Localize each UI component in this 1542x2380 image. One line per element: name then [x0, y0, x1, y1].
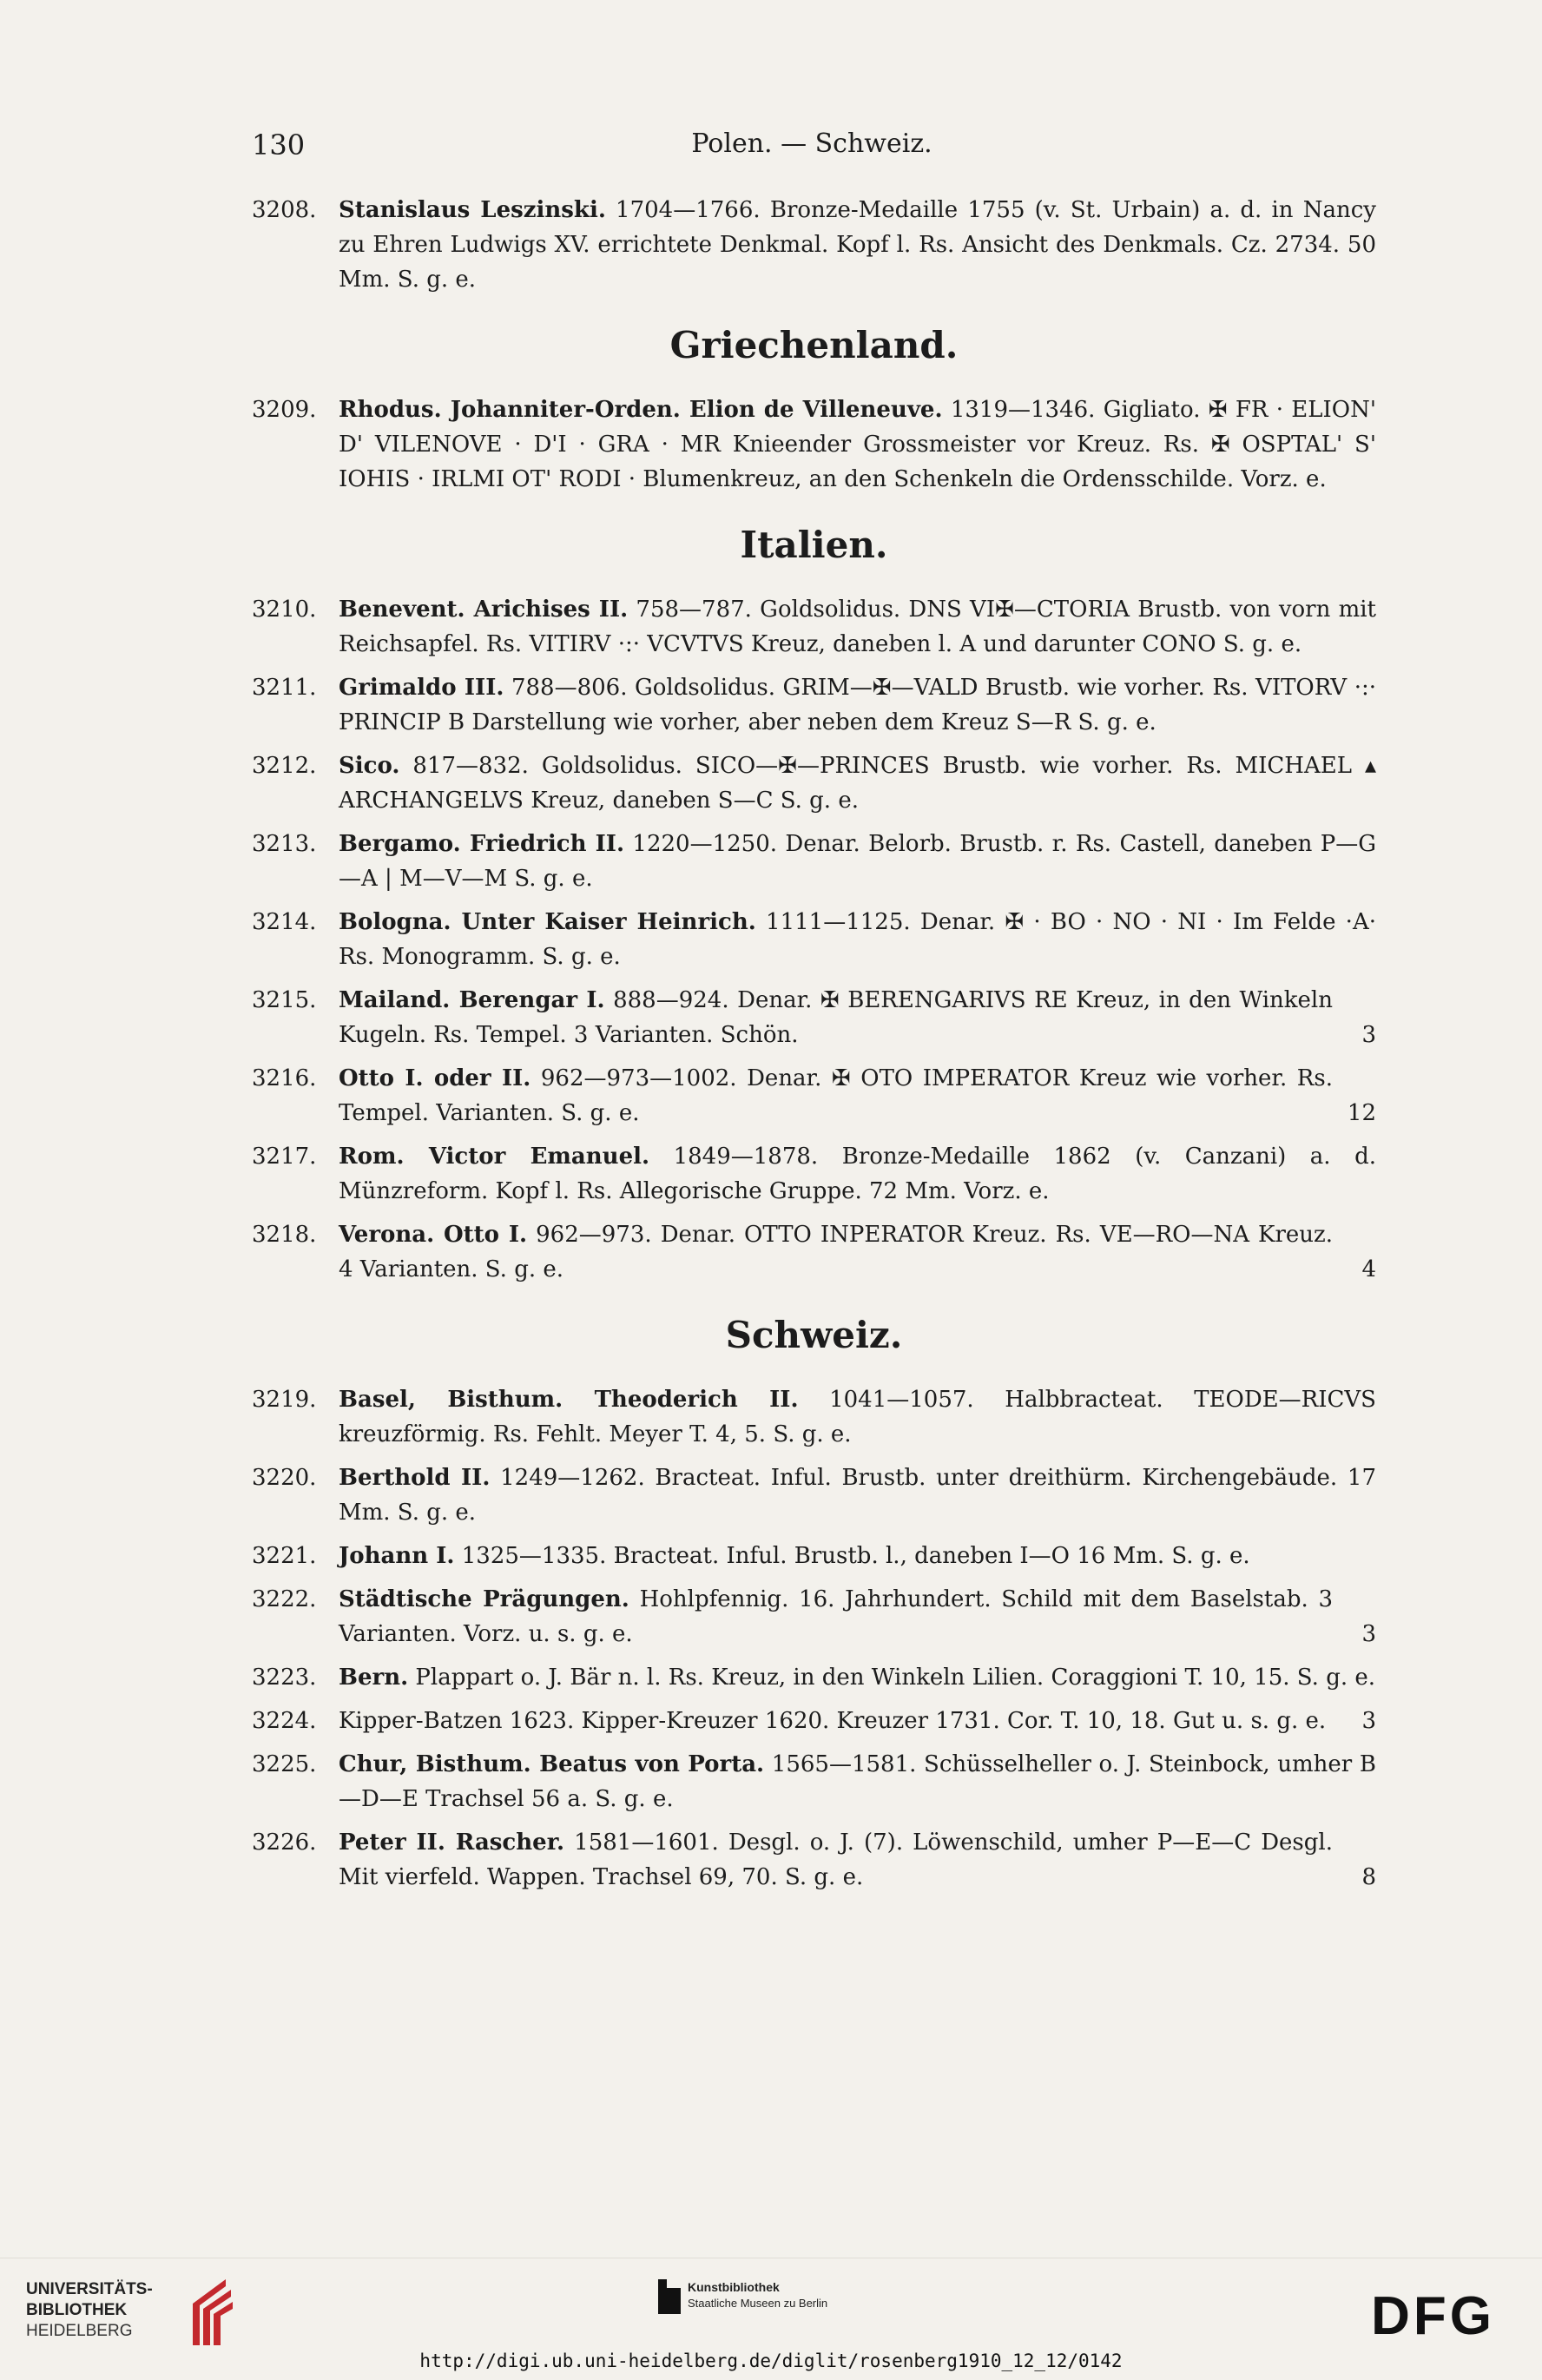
entry-title: Chur, Bisthum. Beatus von Porta.	[339, 1751, 765, 1777]
entry-number: 3221.	[252, 1543, 317, 1569]
entry-description: 1249—1262. Bracteat. Inful. Brustb. unter dreithürm. Kirchengebäude. 17 Mm. S. g. e.	[339, 1465, 1376, 1526]
entry-description: 962—973—1002. Denar. ✠ OTO IMPERATOR Kreuz wie vorher. Rs. Tempel. Varianten. S. g. e.	[339, 1065, 1333, 1126]
catalog-entry	[252, 193, 1376, 297]
entry-title: Johann I.	[339, 1543, 455, 1569]
entry-title: Rhodus. Johanniter-Orden. Elion de Villeneuve.	[339, 397, 943, 423]
entry-body	[339, 1582, 1376, 1651]
entry-title: Bern.	[339, 1665, 409, 1691]
kb-line-2: Staatliche Museen zu Berlin	[688, 2297, 828, 2310]
entry-description: 962—973. Denar. OTTO INPERATOR Kreuz. Rs. VE—RO—NA Kreuz. 4 Varianten. S. g. e.	[339, 1222, 1334, 1282]
entry-number: 3226.	[252, 1830, 317, 1856]
entry-body	[339, 983, 1376, 1052]
kb-line-1: Kunstbibliothek	[688, 2280, 780, 2294]
entry-number: 3208.	[252, 197, 317, 223]
catalog-entry	[252, 392, 1376, 497]
entry-number: 3218.	[252, 1222, 317, 1248]
entry-title: Sico.	[339, 753, 400, 779]
entry-body	[339, 905, 1376, 974]
entry-title: Bologna. Unter Kaiser Heinrich.	[339, 909, 756, 935]
dfg-logo[interactable]: DFG	[1371, 2286, 1495, 2346]
entry-number: 3220.	[252, 1465, 317, 1491]
entry-title: Mailand. Berengar I.	[339, 987, 605, 1013]
catalog-entry	[252, 1539, 1376, 1573]
footer-bar	[0, 2258, 1542, 2380]
entry-number: 3213.	[252, 831, 317, 857]
catalog-entry	[252, 1061, 1376, 1131]
entry-body	[339, 1382, 1376, 1452]
entry-description: 758—787. Goldsolidus. DNS VI✠—CTORIA Brustb. von vorn mit Reichsapfel. Rs. VITIRV ·:· VCVTVS Kreuz, daneben l. A und darunter CONO S. g. e.	[339, 597, 1377, 657]
entry-body	[339, 1139, 1376, 1209]
kunstbibliothek-logo-icon	[656, 2278, 682, 2316]
entry-title: Benevent. Arichises II.	[339, 597, 629, 623]
uni-logo-line-2: BIBLIOTHEK	[26, 2301, 128, 2319]
entry-body	[339, 827, 1376, 896]
permalink-url[interactable]: http://digi.ub.uni-heidelberg.de/diglit/rosenberg1910_12_12/0142	[419, 2350, 1123, 2371]
entry-body	[339, 1539, 1376, 1573]
catalog-entry	[252, 1704, 1376, 1738]
entry-title: Basel, Bisthum. Theoderich II.	[339, 1387, 799, 1413]
entry-description: Kipper-Batzen 1623. Kipper-Kreuzer 1620. Kreuzer 1731. Cor. T. 10, 18. Gut u. s. g. e.	[339, 1708, 1327, 1734]
entry-description: 1581—1601. Desgl. o. J. (7). Löwenschild, umher P—E—C Desgl. Mit vierfeld. Wappen. Trachsel 69, 70. S. g. e.	[339, 1830, 1334, 1890]
entry-body	[339, 1061, 1376, 1131]
entry-body	[339, 1704, 1376, 1738]
entry-title: Verona. Otto I.	[339, 1222, 528, 1248]
section-heading: Griechenland.	[669, 324, 959, 366]
entry-price: 8	[1361, 1864, 1376, 1890]
entry-number: 3210.	[252, 597, 317, 623]
catalog-entry	[252, 1825, 1376, 1895]
entry-body	[339, 193, 1376, 297]
catalog-entry	[252, 827, 1376, 896]
entry-price: 3	[1361, 1708, 1376, 1734]
entry-title: Peter II. Rascher.	[339, 1830, 565, 1856]
catalog-entry	[252, 1460, 1376, 1530]
entry-description: Plappart o. J. Bär n. l. Rs. Kreuz, in den Winkeln Lilien. Coraggioni T. 10, 15. S. g. e.	[408, 1665, 1376, 1691]
entry-description: 1704—1766. Bronze-Medaille 1755 (v. St. Urbain) a. d. in Nancy zu Ehren Ludwigs XV. errichtete Denkmal. Kopf l. Rs. Ansicht des Denkmals. Cz. 2734. 50 Mm. S. g. e.	[339, 197, 1376, 293]
entry-body	[339, 392, 1376, 497]
catalog-entry	[252, 1660, 1376, 1695]
entry-description: 1111—1125. Denar. ✠ · BO · NO · NI · Im Felde ·A· Rs. Monogramm. S. g. e.	[339, 909, 1376, 970]
entry-number: 3224.	[252, 1708, 317, 1734]
entry-price: 3	[1361, 1621, 1376, 1647]
uni-logo-line-3: HEIDELBERG	[26, 2322, 133, 2340]
entry-description: 1041—1057. Halbbracteat. TEODE—RICVS kreuzförmig. Rs. Fehlt. Meyer T. 4, 5. S. g. e.	[339, 1387, 1376, 1447]
entry-description: 1325—1335. Bracteat. Inful. Brustb. l., daneben I—O 16 Mm. S. g. e.	[454, 1543, 1250, 1569]
entry-body	[339, 1825, 1376, 1895]
library-book-icon	[184, 2278, 234, 2347]
heidelberg-library-logo[interactable]	[26, 2278, 243, 2356]
entry-number: 3217.	[252, 1144, 317, 1170]
entry-number: 3209.	[252, 397, 317, 423]
catalog-entry	[252, 592, 1376, 662]
entry-description: 817—832. Goldsolidus. SICO—✠—PRINCES Brustb. wie vorher. Rs. MICHAEL ▴ ARCHANGELVS Kreuz, daneben S—C S. g. e.	[339, 753, 1376, 814]
catalog-content	[252, 193, 1376, 1903]
running-title: Polen. — Schweiz.	[691, 129, 932, 159]
entry-number: 3211.	[252, 675, 317, 701]
entry-number: 3223.	[252, 1665, 317, 1691]
entry-price: 12	[1347, 1100, 1376, 1126]
catalog-entry	[252, 670, 1376, 740]
entry-number: 3215.	[252, 987, 317, 1013]
entry-title: Grimaldo III.	[339, 675, 504, 701]
entry-title: Otto I. oder II.	[339, 1065, 531, 1091]
section-heading: Italien.	[740, 524, 888, 566]
page-header	[252, 129, 1372, 163]
entry-title: Bergamo. Friedrich II.	[339, 831, 625, 857]
catalog-entry	[252, 1217, 1376, 1287]
entry-title: Berthold II.	[339, 1465, 491, 1491]
entry-title: Städtische Prägungen.	[339, 1586, 629, 1612]
entry-price: 4	[1361, 1256, 1376, 1282]
entry-body	[339, 592, 1376, 662]
entry-description: 788—806. Goldsolidus. GRIM—✠—VALD Brustb. wie vorher. Rs. VITORV ·:· PRINCIP B Darstellung wie vorher, aber neben dem Kreuz S—R S. g. e.	[339, 675, 1376, 735]
catalog-entry	[252, 1139, 1376, 1209]
uni-logo-line-1: UNIVERSITÄTS-	[26, 2280, 153, 2298]
entry-number: 3214.	[252, 909, 317, 935]
catalog-entry	[252, 1747, 1376, 1816]
entry-number: 3216.	[252, 1065, 317, 1091]
entry-number: 3212.	[252, 753, 317, 779]
entry-description: 1319—1346. Gigliato. ✠ FR · ELION' D' VILENOVE · D'I · GRA · MR Knieender Grossmeister vor Kreuz. Rs. ✠ OSPTAL' S' IOHIS · IRLMI OT' RODI · Blumenkreuz, an den Schenkeln die Ordensschilde. Vorz. e.	[339, 397, 1376, 492]
section-heading: Schweiz.	[725, 1314, 903, 1356]
entry-description: 1220—1250. Denar. Belorb. Brustb. r. Rs. Castell, daneben P—G—A | M—V—M S. g. e.	[339, 831, 1376, 892]
entry-number: 3225.	[252, 1751, 317, 1777]
entry-number: 3219.	[252, 1387, 317, 1413]
entry-title: Stanislaus Leszinski.	[339, 197, 606, 223]
kunstbibliothek-logo-text	[688, 2279, 827, 2311]
entry-body	[339, 1660, 1376, 1695]
catalog-entry	[252, 1382, 1376, 1452]
entry-description: 1565—1581. Schüsselheller o. J. Steinbock, umher B—D—E Trachsel 56 a. S. g. e.	[339, 1751, 1376, 1812]
entry-body	[339, 670, 1376, 740]
catalog-entry	[252, 748, 1376, 818]
entry-price: 3	[1361, 1022, 1376, 1048]
catalog-entry	[252, 983, 1376, 1052]
catalog-entry	[252, 1582, 1376, 1651]
entry-description: 888—924. Denar. ✠ BERENGARIVS RE Kreuz, in den Winkeln Kugeln. Rs. Tempel. 3 Varianten. Schön.	[339, 987, 1333, 1048]
entry-body	[339, 1747, 1376, 1816]
entry-description: 1849—1878. Bronze-Medaille 1862 (v. Canzani) a. d. Münzreform. Kopf l. Rs. Allegorische Gruppe. 72 Mm. Vorz. e.	[339, 1144, 1377, 1204]
entry-number: 3222.	[252, 1586, 317, 1612]
entry-title: Rom. Victor Emanuel.	[339, 1144, 650, 1170]
entry-body	[339, 748, 1376, 818]
catalog-entry	[252, 905, 1376, 974]
entry-body	[339, 1460, 1376, 1530]
page-number: 130	[252, 129, 306, 162]
entry-description: Hohlpfennig. 16. Jahrhundert. Schild mit dem Baselstab. 3 Varianten. Vorz. u. s. g. e.	[339, 1586, 1333, 1647]
entry-body	[339, 1217, 1376, 1287]
